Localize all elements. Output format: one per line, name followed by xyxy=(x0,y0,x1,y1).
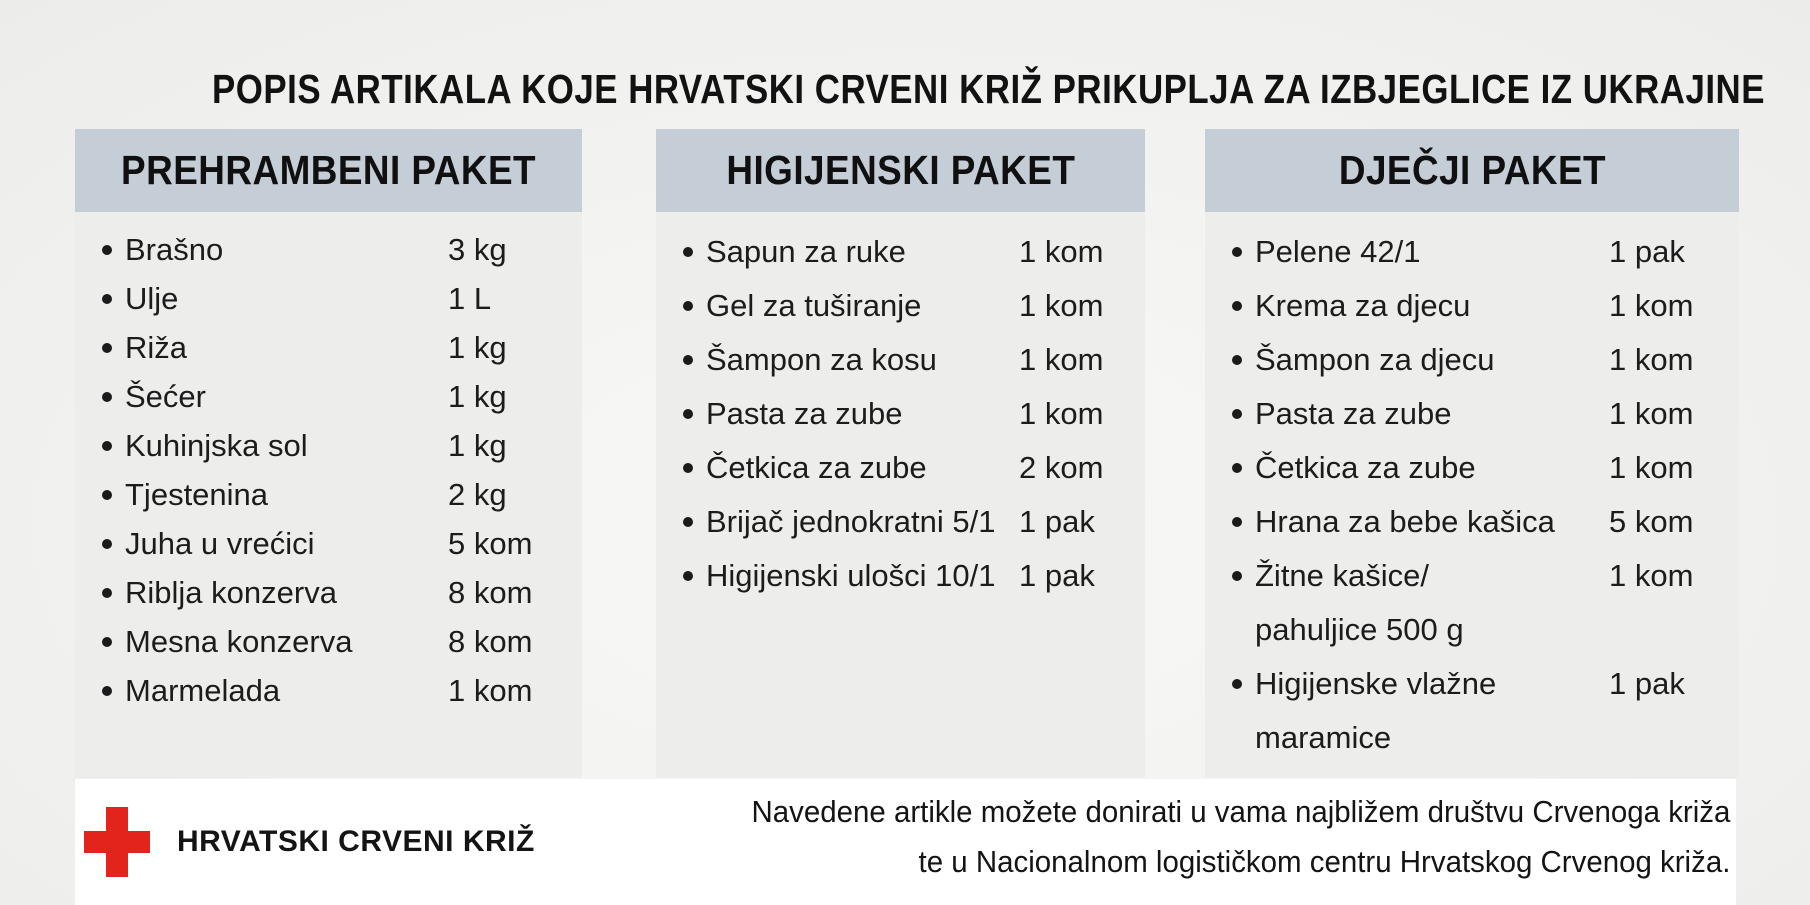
item-name: Marmelada xyxy=(125,673,281,708)
footer xyxy=(75,779,1736,905)
package-panel-children xyxy=(1205,129,1739,778)
bullet-icon xyxy=(1231,657,1255,765)
bullet-icon xyxy=(101,274,125,323)
item-name: Higijenske vlažne maramice xyxy=(1255,666,1497,755)
item-quantity: 1 kom xyxy=(448,673,533,708)
item-quantity: 1 pak xyxy=(1019,558,1095,593)
item-name: Riža xyxy=(125,330,188,365)
list-item xyxy=(101,323,574,372)
bullet-icon xyxy=(101,323,125,372)
list-item xyxy=(101,225,574,274)
item-name: Higijenski ulošci 10/1 xyxy=(706,558,996,593)
list-item xyxy=(682,387,1137,441)
item-name: Sapun za ruke xyxy=(706,234,906,269)
list-item xyxy=(1231,387,1731,441)
item-name: Tjestenina xyxy=(125,477,269,512)
bullet-icon xyxy=(101,666,125,715)
item-quantity: 1 pak xyxy=(1019,504,1095,539)
list-item xyxy=(682,441,1137,495)
item-quantity: 1 kom xyxy=(1019,288,1104,323)
item-quantity: 1 kom xyxy=(1019,396,1104,431)
list-item xyxy=(682,333,1137,387)
item-quantity: 1 pak xyxy=(1609,666,1685,701)
package-header-food-text: PREHRAMBENI PAKET xyxy=(121,147,536,193)
package-header-hygiene-text: HIGIJENSKI PAKET xyxy=(726,147,1075,193)
package-item-list-food xyxy=(75,212,582,778)
item-quantity: 1 kg xyxy=(448,379,507,414)
red-cross-icon xyxy=(84,807,150,877)
bullet-icon xyxy=(1231,387,1255,441)
item-name: Šećer xyxy=(125,379,206,414)
package-panel-food xyxy=(75,129,582,778)
item-name: Riblja konzerva xyxy=(125,575,337,610)
list-item xyxy=(101,470,574,519)
bullet-icon xyxy=(101,421,125,470)
bullet-icon xyxy=(101,372,125,421)
bullet-icon xyxy=(101,470,125,519)
bullet-icon xyxy=(1231,333,1255,387)
item-name: Žitne kašice/ pahuljice 500 g xyxy=(1255,558,1464,647)
logo-text: HRVATSKI CRVENI KRIŽ xyxy=(177,825,535,858)
bullet-icon xyxy=(101,519,125,568)
page-title-text: POPIS ARTIKALA KOJE HRVATSKI CRVENI KRIŽ PRIKUPLJA ZA IZBJEGLICE IZ UKRAJINE xyxy=(212,66,1765,113)
item-name: Hrana za bebe kašica xyxy=(1255,504,1555,539)
list-item xyxy=(101,568,574,617)
item-name: Gel za tuširanje xyxy=(706,288,922,323)
bullet-icon xyxy=(682,549,706,603)
list-item xyxy=(1231,279,1731,333)
item-quantity: 8 kom xyxy=(448,575,533,610)
list-item xyxy=(101,274,574,323)
package-header-children xyxy=(1205,129,1739,212)
item-name: Pasta za zube xyxy=(706,396,903,431)
item-quantity: 1 kg xyxy=(448,428,507,463)
bullet-icon xyxy=(682,387,706,441)
item-quantity: 8 kom xyxy=(448,624,533,659)
package-panel-hygiene xyxy=(656,129,1145,778)
list-item xyxy=(1231,549,1731,657)
item-quantity: 3 kg xyxy=(448,232,507,267)
bullet-icon xyxy=(1231,441,1255,495)
item-quantity: 1 kom xyxy=(1609,342,1694,377)
item-quantity: 5 kom xyxy=(448,526,533,561)
item-quantity: 5 kom xyxy=(1609,504,1694,539)
bullet-icon xyxy=(1231,279,1255,333)
item-name: Kuhinjska sol xyxy=(125,428,308,463)
red-cross-logo xyxy=(84,779,535,905)
item-quantity: 1 kom xyxy=(1019,234,1104,269)
item-quantity: 1 kg xyxy=(448,330,507,365)
page-title xyxy=(75,66,1765,113)
item-quantity: 1 kom xyxy=(1609,558,1694,593)
bullet-icon xyxy=(101,617,125,666)
list-item xyxy=(682,549,1137,603)
bullet-icon xyxy=(682,495,706,549)
item-quantity: 1 kom xyxy=(1609,288,1694,323)
package-item-list-hygiene xyxy=(656,212,1145,778)
bullet-icon xyxy=(682,225,706,279)
list-item xyxy=(1231,225,1731,279)
item-quantity: 1 L xyxy=(448,281,492,316)
bullet-icon xyxy=(682,333,706,387)
package-header-food xyxy=(75,129,582,212)
item-quantity: 1 kom xyxy=(1609,450,1694,485)
item-quantity: 1 pak xyxy=(1609,234,1685,269)
item-quantity: 2 kom xyxy=(1019,450,1104,485)
item-quantity: 1 kom xyxy=(1609,396,1694,431)
item-name: Mesna konzerva xyxy=(125,624,353,659)
list-item xyxy=(1231,441,1731,495)
donation-note-line2: te u Nacionalnom logističkom centru Hrvatskog Crvenog križa. xyxy=(918,844,1730,879)
item-name: Četkica za zube xyxy=(1255,450,1476,485)
item-name: Krema za djecu xyxy=(1255,288,1471,323)
list-item xyxy=(682,225,1137,279)
bullet-icon xyxy=(101,225,125,274)
item-name: Četkica za zube xyxy=(706,450,927,485)
list-item xyxy=(1231,333,1731,387)
list-item xyxy=(1231,657,1731,765)
list-item xyxy=(101,421,574,470)
package-header-hygiene xyxy=(656,129,1145,212)
item-name: Šampon za djecu xyxy=(1255,342,1495,377)
item-name: Juha u vrećici xyxy=(125,526,315,561)
bullet-icon xyxy=(682,441,706,495)
item-quantity: 1 kom xyxy=(1019,342,1104,377)
item-name: Brašno xyxy=(125,232,224,267)
list-item xyxy=(101,617,574,666)
list-item xyxy=(101,666,574,715)
bullet-icon xyxy=(1231,225,1255,279)
list-item xyxy=(682,279,1137,333)
bullet-icon xyxy=(1231,549,1255,657)
donation-note-line1: Navedene artikle možete donirati u vama najbližem društvu Crvenoga križa xyxy=(751,794,1730,829)
item-name: Ulje xyxy=(125,281,179,316)
item-quantity: 2 kg xyxy=(448,477,507,512)
item-name: Šampon za kosu xyxy=(706,342,937,377)
bullet-icon xyxy=(682,279,706,333)
list-item xyxy=(1231,495,1731,549)
item-name: Pasta za zube xyxy=(1255,396,1452,431)
list-item xyxy=(101,519,574,568)
item-name: Pelene 42/1 xyxy=(1255,234,1421,269)
list-item xyxy=(101,372,574,421)
donation-note xyxy=(700,787,1730,887)
package-item-list-children xyxy=(1205,212,1739,778)
package-header-children-text: DJEČJI PAKET xyxy=(1338,147,1606,193)
bullet-icon xyxy=(1231,495,1255,549)
list-item xyxy=(682,495,1137,549)
bullet-icon xyxy=(101,568,125,617)
item-name: Brijač jednokratni 5/1 xyxy=(706,504,996,539)
